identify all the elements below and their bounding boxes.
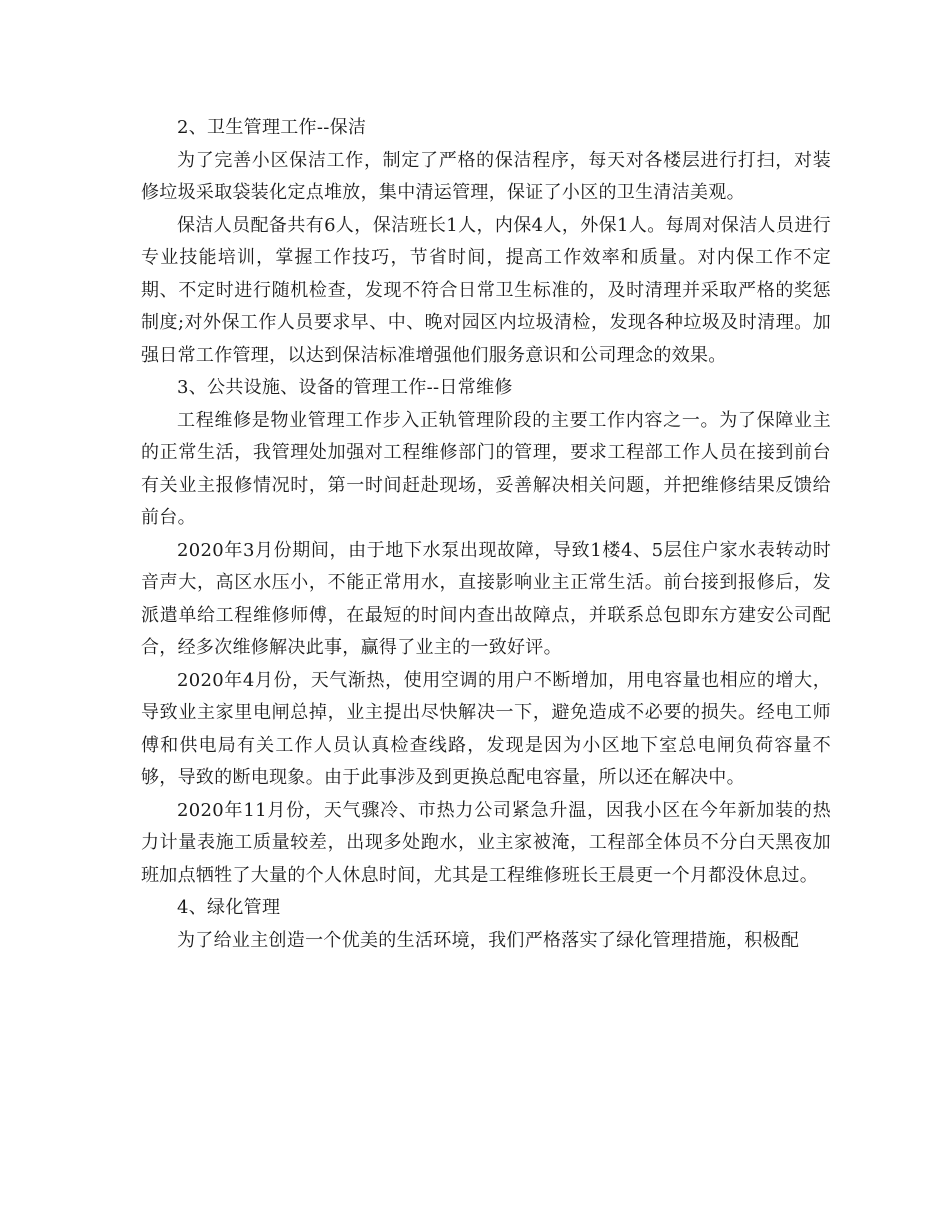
- section-heading-greening: 4、绿化管理: [177, 897, 281, 918]
- paragraph-november-heating: 2020年11月份，天气骤冷、市热力公司紧急升温，因我小区在今年新加装的热力计量表施工质量较差，出现多处跑水，业主家被淹，工程部全体员不分白天黑夜加班加点牺牲了大量的个人休息时间，尤其是工程维修班长王晨更一个月都没休息过。: [141, 799, 831, 886]
- paragraph-greening-measures: 为了给业主创造一个优美的生活环境，我们严格落实了绿化管理措施，积极配: [177, 929, 800, 951]
- section-heading-sanitation: 2、卫生管理工作--保洁: [177, 117, 367, 138]
- paragraph-cleaning-procedure: 为了完善小区保洁工作，制定了严格的保洁程序，每天对各楼层进行打扫，对装修垃圾采取袋装化定点堆放，集中清运管理，保证了小区的卫生清洁美观。: [141, 149, 831, 203]
- paragraph-cleaning-staff: 保洁人员配备共有6人，保洁班长1人，内保4人，外保1人。每周对保洁人员进行专业技能培训，掌握工作技巧，节省时间，提高工作效率和质量。对内保工作不定期、不定时进行随机检查，发现不符合日常卫生标准的，及时清理并采取严格的奖惩制度;对外保工作人员要求早、中、晚对园区内垃圾清检，发现各种垃圾及时清理。加强日常工作管理，以达到保洁标准增强他们服务意识和公司理念的效果。: [141, 214, 831, 366]
- document-page: [141, 112, 831, 957]
- paragraph-april-power: 2020年4月份，天气渐热，使用空调的用户不断增加，用电容量也相应的增大，导致业主家里电闸总掉，业主提出尽快解决一下，避免造成不必要的损失。经电工师傅和供电局有关工作人员认真检查线路，发现是因为小区地下室总电闸负荷容量不够，导致的断电现象。由于此事涉及到更换总配电容量，所以还在解决中。: [141, 669, 831, 788]
- section-heading-facilities: 3、公共设施、设备的管理工作--日常维修: [177, 377, 513, 398]
- paragraph-maintenance-overview: 工程维修是物业管理工作步入正轨管理阶段的主要工作内容之一。为了保障业主的正常生活，我管理处加强对工程维修部门的管理，要求工程部工作人员在接到前台有关业主报修情况时，第一时间赶赴现场，妥善解决相关问题，并把维修结果反馈给前台。: [141, 409, 831, 528]
- paragraph-march-water-pump: 2020年3月份期间，由于地下水泵出现故障，导致1楼4、5层住户家水表转动时音声大，高区水压小，不能正常用水，直接影响业主正常生活。前台接到报修后，发派遣单给工程维修师傅，在最短的时间内查出故障点，并联系总包即东方建安公司配合，经多次维修解决此事，赢得了业主的一致好评。: [141, 539, 831, 658]
